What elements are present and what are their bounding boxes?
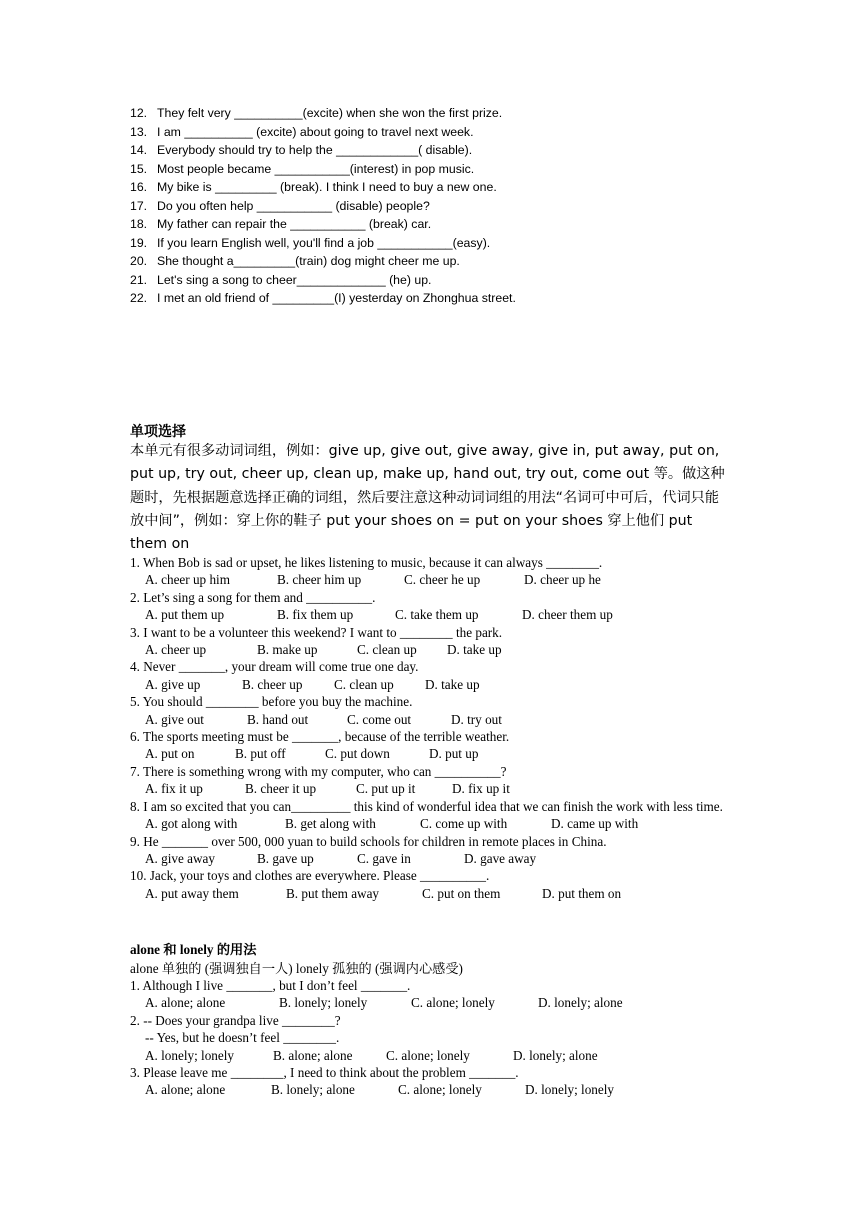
question-stem: 1. When Bob is sad or upset, he likes listening to music, because it can always ________. — [130, 555, 603, 570]
fill-in-item — [130, 234, 750, 253]
option-a: A. fix it up — [145, 781, 203, 797]
option-c: C. gave in — [357, 850, 411, 866]
option-a: A. lonely; lonely — [145, 1047, 235, 1063]
option-d: D. put them on — [542, 885, 622, 901]
question — [130, 977, 735, 1012]
option-c: C. put on them — [422, 885, 501, 901]
item-number: 19. — [130, 235, 148, 250]
question-options — [130, 1047, 735, 1064]
option-a: A. cheer up him — [145, 572, 230, 588]
option-b: B. cheer up — [242, 676, 303, 692]
option-d: D. take up — [425, 676, 480, 692]
question — [130, 1064, 735, 1099]
option-d: D. lonely; alone — [513, 1047, 598, 1063]
option-b: B. lonely; lonely — [279, 995, 368, 1011]
option-a: A. put away them — [145, 885, 239, 901]
option-c: C. come up with — [420, 816, 508, 832]
option-a: A. put them up — [145, 607, 225, 623]
fill-in-item — [130, 215, 750, 234]
fill-in-item — [130, 160, 750, 179]
fill-in-item — [130, 271, 750, 290]
fill-in-item — [130, 141, 750, 160]
option-c: C. clean up — [357, 642, 417, 658]
option-a: A. alone; alone — [145, 995, 226, 1011]
item-text: Most people became ___________(interest) in pop music. — [157, 161, 475, 176]
question-stem: 1. Although I live _______, but I don’t feel _______. — [130, 978, 411, 993]
section-title-alone-lonely: alone 和 lonely 的用法 — [130, 942, 257, 957]
question-options — [130, 780, 735, 797]
item-text: Let's sing a song to cheer_____________ (he) up. — [157, 272, 432, 287]
item-number: 17. — [130, 198, 148, 213]
option-c: C. take them up — [395, 607, 479, 623]
fill-in-item — [130, 197, 750, 216]
item-text: I am __________ (excite) about going to travel next week. — [157, 124, 474, 139]
item-text: They felt very __________(excite) when she won the first prize. — [157, 106, 503, 120]
question-stem: 8. I am so excited that you can_________ this kind of wonderful idea that we can finish the work with less time. — [130, 798, 723, 814]
item-text: My father can repair the ___________ (break) car. — [157, 217, 432, 231]
question — [130, 728, 735, 763]
question-stem: 4. Never _______, your dream will come true one day. — [130, 659, 419, 675]
option-a: A. give up — [145, 676, 201, 692]
option-a: A. alone; alone — [145, 1082, 226, 1098]
question-stem: 3. Please leave me ________, I need to think about the problem _______. — [130, 1065, 519, 1081]
item-number: 15. — [130, 161, 148, 176]
fill-in-item — [130, 252, 750, 271]
question — [130, 763, 735, 798]
question — [130, 1012, 735, 1064]
option-a: A. give out — [145, 711, 204, 727]
item-text: Do you often help ___________ (disable) people? — [157, 198, 430, 213]
question-stem-line2: -- Yes, but he doesn’t feel ________. — [145, 1030, 340, 1046]
item-text: Everybody should try to help the ____________( disable). — [157, 143, 473, 157]
question-stem: 9. He _______ over 500, 000 yuan to build schools for children in remote places in China. — [130, 833, 607, 849]
item-number: 13. — [130, 124, 148, 139]
question — [130, 624, 735, 659]
item-number: 14. — [130, 143, 148, 157]
option-d: D. cheer up he — [524, 572, 601, 588]
fill-in-item — [130, 178, 750, 197]
option-b: B. cheer him up — [277, 572, 362, 588]
option-b: B. fix them up — [277, 607, 354, 623]
question — [130, 693, 735, 728]
option-d: D. fix up it — [452, 781, 510, 797]
question-options — [130, 1081, 735, 1098]
option-b: B. put off — [235, 746, 286, 762]
question-stem: 10. Jack, your toys and clothes are everywhere. Please __________. — [130, 868, 490, 884]
item-text: If you learn English well, you'll find a job ___________(easy). — [157, 235, 491, 250]
option-b: B. put them away — [286, 885, 380, 901]
question — [130, 798, 735, 833]
question-options — [130, 885, 735, 902]
option-c: C. come out — [347, 711, 412, 727]
option-d: D. put up — [429, 746, 479, 762]
option-d: D. lonely; lonely — [525, 1082, 615, 1098]
question-options — [130, 641, 735, 658]
section-subtitle: alone 单独的 (强调独自一人) lonely 孤独的 (强调内心感受) — [130, 961, 463, 976]
question-stem: 7. There is something wrong with my computer, who can __________? — [130, 763, 507, 779]
option-d: D. lonely; alone — [538, 995, 623, 1011]
option-c: C. alone; lonely — [386, 1047, 470, 1063]
question-options — [130, 711, 735, 728]
option-a: A. cheer up — [145, 642, 207, 658]
item-number: 20. — [130, 254, 148, 268]
option-b: B. alone; alone — [273, 1047, 353, 1063]
option-b: B. make up — [257, 642, 318, 658]
question-options — [130, 606, 735, 623]
option-b: B. lonely; alone — [271, 1082, 355, 1098]
option-c: C. put down — [325, 746, 390, 762]
option-b: B. gave up — [257, 850, 314, 866]
question — [130, 589, 735, 624]
option-b: B. hand out — [247, 711, 309, 727]
section-title-multiple-choice: 单项选择 — [130, 424, 186, 440]
fill-in-item — [130, 104, 750, 123]
option-d: D. cheer them up — [522, 607, 613, 623]
option-c: C. cheer he up — [404, 572, 481, 588]
option-a: A. got along with — [145, 816, 238, 832]
question-options — [130, 676, 735, 693]
item-number: 22. — [130, 291, 148, 305]
option-d: D. came up with — [551, 816, 639, 832]
fill-in-list — [130, 104, 750, 308]
item-text: She thought a_________(train) dog might cheer me up. — [157, 254, 460, 268]
question-options — [130, 815, 735, 832]
question — [130, 833, 735, 868]
item-number: 21. — [130, 272, 148, 287]
question-stem: 2. -- Does your grandpa live ________? — [130, 1012, 341, 1028]
option-d: D. gave away — [464, 850, 537, 866]
question-options — [130, 745, 735, 762]
option-b: B. cheer it up — [245, 781, 317, 797]
fill-in-item — [130, 123, 750, 142]
option-a: A. put on — [145, 746, 195, 762]
question — [130, 554, 735, 589]
item-text: My bike is _________ (break). I think I need to buy a new one. — [157, 180, 497, 194]
question-options — [130, 850, 735, 867]
question — [130, 658, 735, 693]
option-c: C. clean up — [334, 676, 394, 692]
question-options — [130, 571, 735, 588]
item-number: 18. — [130, 217, 148, 231]
question — [130, 867, 735, 902]
section-intro: 本单元有很多动词词组，例如：give up, give out, give away, give in, put away, put on, put up, try out, cheer up, clean up, make up, hand out, try out, come out 等。做这种题时，先根据题意选择正确的词组，然后要注意这种动词词组的用法“名词可中可后，代词只能放中间”，例如：穿上你的鞋子 put your shoes on = put on your shoes 穿上他们 put them on — [130, 443, 725, 553]
option-b: B. get along with — [285, 816, 376, 832]
question-stem: 6. The sports meeting must be _______, because of the terrible weather. — [130, 729, 510, 745]
option-d: D. try out — [451, 711, 502, 727]
multiple-choice-list — [130, 554, 735, 902]
fill-in-item — [130, 289, 750, 308]
question-stem: 5. You should ________ before you buy the machine. — [130, 694, 413, 710]
item-number: 16. — [130, 180, 148, 194]
option-a: A. give away — [145, 850, 215, 866]
option-c: C. alone; lonely — [411, 995, 495, 1011]
option-d: D. take up — [447, 642, 502, 658]
option-c: C. put up it — [356, 781, 416, 797]
question-stem: 3. I want to be a volunteer this weekend? I want to ________ the park. — [130, 624, 503, 640]
item-text: I met an old friend of _________(I) yesterday on Zhonghua street. — [157, 291, 516, 305]
question-options — [130, 994, 735, 1011]
alone-lonely-questions — [130, 977, 735, 1099]
item-number: 12. — [130, 106, 148, 120]
question-stem: 2. Let’s sing a song for them and __________. — [130, 589, 376, 605]
option-c: C. alone; lonely — [398, 1082, 482, 1098]
